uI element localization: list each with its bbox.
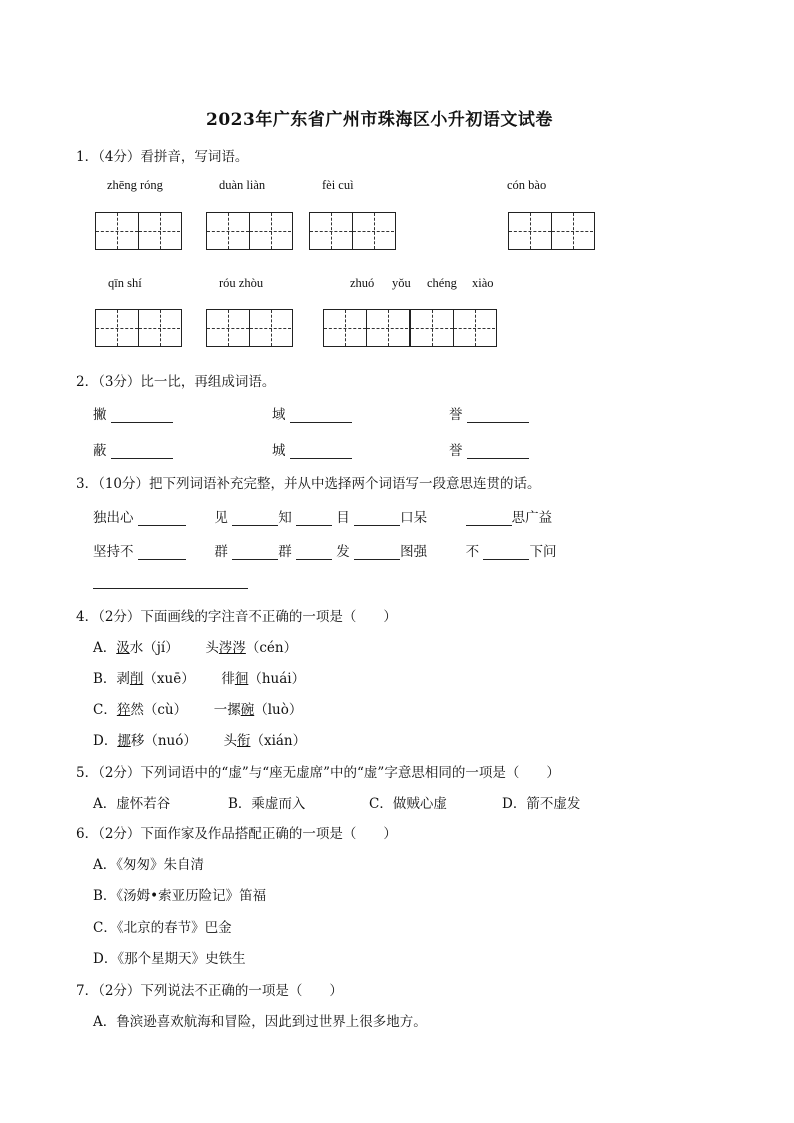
q4-option-d[interactable]: D．挪移（nuó） 头衔（xián） (93, 733, 307, 749)
pinyin-9: chéng (427, 276, 457, 290)
tianzige-box-2[interactable] (206, 212, 293, 250)
answer-blank[interactable] (290, 444, 352, 459)
idiom-text: 目 (336, 510, 350, 526)
question-6-stem: 6．（2分）下面作家及作品搭配正确的一项是（ ） (76, 826, 397, 842)
question-3-stem: 3．（10分）把下列词语补充完整，并从中选择两个词语写一段意思连贯的话。 (76, 476, 541, 492)
answer-blank[interactable] (138, 511, 186, 526)
compare-char: 撇 (93, 407, 107, 423)
pinyin-10: xiào (472, 276, 494, 290)
question-2-stem: 2．（3分）比一比，再组成词语。 (76, 374, 276, 390)
compare-row-1c (449, 403, 529, 423)
answer-blank[interactable] (138, 545, 186, 560)
question-4-stem: 4．（2分）下面画线的字注音不正确的一项是（ ） (76, 609, 397, 625)
q5-option-b[interactable]: B．乘虚而入 (228, 796, 306, 812)
idiom-text: 口呆 (400, 510, 428, 526)
pinyin-8: yǒu (392, 276, 411, 290)
answer-blank[interactable] (111, 444, 173, 459)
answer-blank[interactable] (354, 545, 400, 560)
question-7-stem: 7．（2分）下列说法不正确的一项是（ ） (76, 983, 343, 999)
tianzige-box-7[interactable] (323, 309, 410, 347)
q5-option-a[interactable]: A．虚怀若谷 (93, 796, 171, 812)
answer-blank[interactable] (483, 545, 529, 560)
q5-option-d[interactable]: D．箭不虚发 (502, 796, 581, 812)
answer-blank[interactable] (296, 545, 332, 560)
q6-option-a[interactable]: A．《匆匆》朱自清 (93, 857, 204, 873)
tianzige-box-4[interactable] (508, 212, 595, 250)
tianzige-box-8[interactable] (410, 309, 497, 347)
idiom-text: 见 (214, 510, 228, 526)
pinyin-5: qīn shí (108, 276, 142, 290)
idiom-text: 知 (278, 510, 292, 526)
answer-blank[interactable] (232, 511, 278, 526)
idiom-text: 思广益 (511, 510, 553, 526)
answer-blank[interactable] (354, 511, 400, 526)
question-5-stem: 5．（2分）下列词语中的“虚”与“座无虚席”中的“虚”字意思相同的一项是（ ） (76, 765, 560, 781)
compare-row-1 (93, 403, 173, 423)
pinyin-3: fèi cuì (322, 178, 354, 192)
tianzige-box-6[interactable] (206, 309, 293, 347)
paragraph-answer-line[interactable] (93, 588, 248, 589)
page-title: 2023年广东省广州市珠海区小升初语文试卷 (206, 110, 553, 130)
compare-row-1b (272, 403, 352, 423)
q6-option-b[interactable]: B．《汤姆•索亚历险记》笛福 (93, 888, 267, 904)
q7-option-a[interactable]: A．鲁滨逊喜欢航海和冒险，因此到过世界上很多地方。 (93, 1014, 427, 1030)
tianzige-box-3[interactable] (309, 212, 396, 250)
q4-option-a[interactable]: A．汲水（jí） 头涔涔（cén） (93, 640, 298, 656)
idiom-text: 下问 (529, 544, 557, 560)
compare-char: 誉 (449, 407, 463, 423)
idiom-text: 发 (336, 544, 350, 560)
compare-char: 城 (272, 443, 286, 459)
pinyin-2: duàn liàn (219, 178, 266, 192)
idiom-text: 群 (278, 544, 292, 560)
answer-blank[interactable] (466, 511, 512, 526)
idiom-row-1 (93, 506, 552, 526)
answer-blank[interactable] (111, 408, 173, 423)
compare-char: 蔽 (93, 443, 107, 459)
pinyin-6: róu zhòu (219, 276, 264, 290)
tianzige-box-5[interactable] (95, 309, 182, 347)
compare-row-2 (93, 439, 173, 459)
idiom-text: 独出心 (93, 510, 134, 526)
q4-option-b[interactable]: B．剥削（xuē） 徘徊（huái） (93, 671, 306, 687)
pinyin-7: zhuó (350, 276, 375, 290)
answer-blank[interactable] (467, 444, 529, 459)
tianzige-box-1[interactable] (95, 212, 182, 250)
answer-blank[interactable] (296, 511, 332, 526)
idiom-text: 坚持不 (93, 544, 134, 560)
q5-option-c[interactable]: C．做贼心虚 (369, 796, 447, 812)
idiom-text: 图强 (400, 544, 428, 560)
pinyin-4: cón bào (507, 178, 547, 192)
answer-blank[interactable] (232, 545, 278, 560)
q6-option-d[interactable]: D．《那个星期天》史铁生 (93, 951, 246, 967)
q4-option-c[interactable]: C．猝然（cù） 一摞碗（luò） (93, 702, 303, 718)
pinyin-1: zhēng róng (107, 178, 163, 192)
q6-option-c[interactable]: C．《北京的春节》巴金 (93, 920, 232, 936)
idiom-text: 不 (465, 544, 480, 560)
question-1-stem: 1．（4分）看拼音，写词语。 (76, 149, 249, 165)
compare-row-2b (272, 439, 352, 459)
compare-char: 域 (272, 407, 286, 423)
answer-blank[interactable] (467, 408, 529, 423)
idiom-text: 群 (214, 544, 228, 560)
compare-row-2c (449, 439, 529, 459)
compare-char: 誉 (449, 443, 463, 459)
idiom-row-2 (93, 540, 556, 560)
answer-blank[interactable] (290, 408, 352, 423)
